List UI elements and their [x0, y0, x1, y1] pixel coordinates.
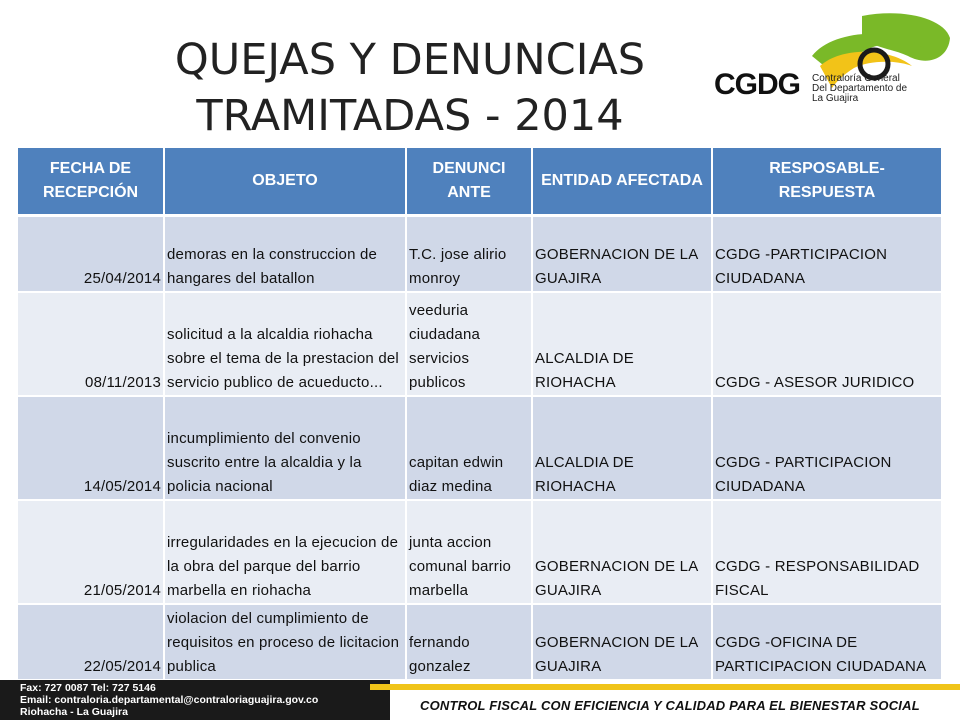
cell-denunciante: capitan edwin diaz medina: [406, 396, 532, 500]
logo-subtitle: [812, 74, 907, 104]
cell-denunciante: fernando gonzalez: [406, 604, 532, 680]
logo-subtitle-line-2: Del Departamento de: [812, 83, 908, 94]
page-title: [150, 32, 670, 144]
cell-fecha: 21/05/2014: [18, 500, 164, 604]
cell-responsable: CGDG -PARTICIPACION CIUDADANA: [712, 216, 942, 292]
cell-entidad: ALCALDIA DE RIOHACHA: [532, 396, 712, 500]
cell-objeto: violacion del cumplimiento de requisitos en proceso de licitacion publica: [164, 604, 406, 680]
cell-objeto: solicitud a la alcaldia riohacha sobre el tema de la prestacion del servicio publico de acueducto...: [164, 292, 406, 396]
table-row: [18, 396, 942, 500]
footer-phone: Fax: 727 0087 Tel: 727 5146: [20, 682, 156, 694]
cell-entidad: GOBERNACION DE LA GUAJIRA: [532, 216, 712, 292]
cell-responsable: CGDG -OFICINA DE PARTICIPACION CIUDADANA: [712, 604, 942, 680]
table-row: [18, 216, 942, 292]
complaints-table: [18, 148, 943, 681]
cell-responsable: CGDG - RESPONSABILIDAD FISCAL: [712, 500, 942, 604]
header-denunciante: DENUNCI ANTE: [406, 148, 532, 216]
cell-fecha: 25/04/2014: [18, 216, 164, 292]
cell-denunciante: veeduria ciudadana servicios publicos: [406, 292, 532, 396]
header-entidad: ENTIDAD AFECTADA: [532, 148, 712, 216]
cell-objeto: irregularidades en la ejecucion de la obra del parque del barrio marbella en riohacha: [164, 500, 406, 604]
logo-subtitle-line-1: Contraloría General: [812, 73, 900, 84]
page-title-line-1: QUEJAS Y DENUNCIAS: [174, 35, 646, 85]
header-responsable: RESPOSABLE- RESPUESTA: [712, 148, 942, 216]
cell-responsable: CGDG - PARTICIPACION CIUDADANA: [712, 396, 942, 500]
header-fecha: FECHA DE RECEPCIÓN: [18, 148, 164, 216]
cell-entidad: GOBERNACION DE LA GUAJIRA: [532, 604, 712, 680]
cell-responsable: CGDG - ASESOR JURIDICO: [712, 292, 942, 396]
table-header-row: [18, 148, 942, 216]
cell-entidad: ALCALDIA DE RIOHACHA: [532, 292, 712, 396]
page-title-line-2: TRAMITADAS - 2014: [196, 91, 624, 141]
cell-denunciante: junta accion comunal barrio marbella: [406, 500, 532, 604]
cell-fecha: 08/11/2013: [18, 292, 164, 396]
logo-acronym: CGDG: [714, 68, 800, 101]
table-row: [18, 604, 942, 680]
footer-stripe: [370, 684, 960, 690]
cell-entidad: GOBERNACION DE LA GUAJIRA: [532, 500, 712, 604]
table-row: [18, 292, 942, 396]
cell-fecha: 14/05/2014: [18, 396, 164, 500]
footer-city: Riohacha - La Guajira: [20, 706, 128, 718]
logo-subtitle-line-3: La Guajira: [812, 93, 859, 104]
cell-fecha: 22/05/2014: [18, 604, 164, 680]
cell-objeto: incumplimiento del convenio suscrito entre la alcaldia y la policia nacional: [164, 396, 406, 500]
footer-slogan: CONTROL FISCAL CON EFICIENCIA Y CALIDAD PARA EL BIENESTAR SOCIAL: [420, 698, 920, 713]
footer-contact: [20, 682, 318, 718]
cell-objeto: demoras en la construccion de hangares del batallon: [164, 216, 406, 292]
table-row: [18, 500, 942, 604]
header-objeto: OBJETO: [164, 148, 406, 216]
footer-email: Email: contraloria.departamental@contraloriaguajira.gov.co: [20, 694, 319, 706]
cell-denunciante: T.C. jose alirio monroy: [406, 216, 532, 292]
